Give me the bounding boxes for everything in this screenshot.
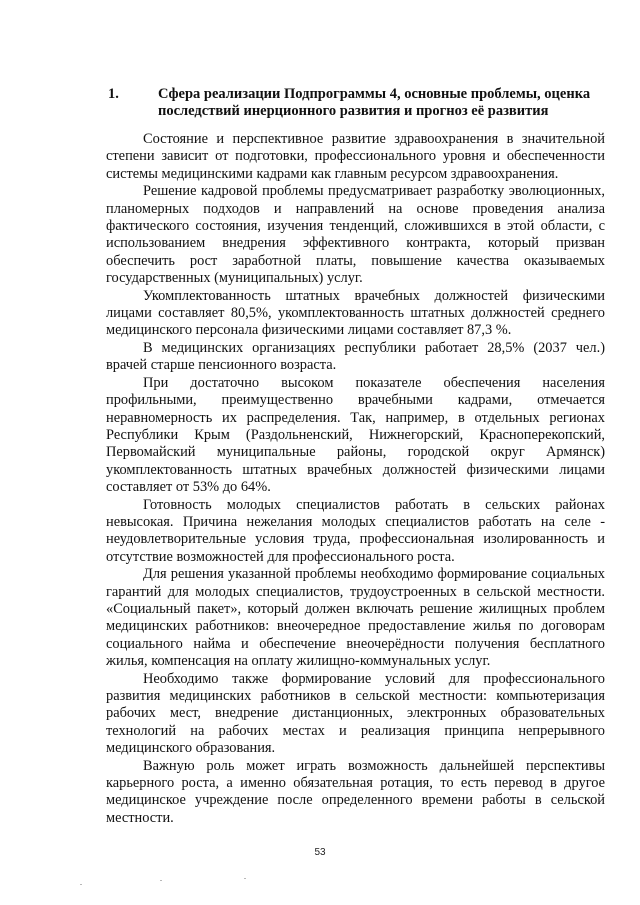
body-text	[106, 131, 605, 827]
paragraph: Готовность молодых специалистов работать в сельских районах невысокая. Причина нежелания молодых специалистов работать на селе - неудовлетворительные условия труда, профессиональная изолированность и отсутствие возможностей для профессионального роста.	[106, 496, 605, 565]
scan-speck	[244, 878, 246, 879]
section-number: 1.	[108, 86, 119, 102]
paragraph: В медицинских организациях республики работает 28,5% (2037 чел.) врачей старше пенсионного возраста.	[106, 339, 605, 374]
paragraph: Важную роль может играть возможность дальнейшей перспективы карьерного роста, а именно обязательная ротация, то есть перевод в другое медицинское учреждение после определенного времени работы в сельской местности.	[106, 757, 605, 826]
paragraph: Для решения указанной проблемы необходимо формирование социальных гарантий для молодых специалистов, трудоустроенных в сельской местности. «Социальный пакет», который должен включать решение жилищных проблем медицинских работников: внеочередное предоставление жилья по договорам социального найма и обеспечение внеочерёдности получения бесплатного жилья, компенсация на оплату жилищно-коммунальных услуг.	[106, 566, 605, 670]
page-number: 53	[314, 847, 326, 858]
section-title: Сфера реализации Подпрограммы 4, основные проблемы, оценка последствий инерционного развития и прогноз её развития	[158, 86, 591, 119]
paragraph: Решение кадровой проблемы предусматривает разработку эволюционных, планомерных подходов и направлений на основе проведения анализа фактического состояния, изучения тенденций, сложившихся в этой области, с использованием внедрения эффективного контракта, который призван обеспечить рост заработной платы, повышение качества оказываемых государственных (муниципальных) услуг.	[106, 183, 605, 287]
paragraph: При достаточно высоком показателе обеспечения населения профильными, преимущественно врачебными кадрами, отмечается неравномерность их распределения. Так, например, в отдельных регионах Республики Крым (Раздольненский, Нижнегорский, Красноперекопский, Первомайский муниципальные районы, городской округ Армянск) укомплектованность штатных врачебных должностей физическими лицами составляет от 53% до 64%.	[106, 374, 605, 496]
paragraph: Укомплектованность штатных врачебных должностей физическими лицами составляет 80,5%, укомплектованность штатных должностей среднего медицинского персонала физическими лицами составляет 87,3 %.	[106, 287, 605, 339]
scan-speck	[80, 884, 82, 885]
scan-speck	[160, 880, 162, 881]
paragraph: Необходимо также формирование условий для профессионального развития медицинских работников в сельской местности: компьютеризация рабочих мест, внедрение дистанционных, электронных образовательных технологий на рабочих местах и реализация принципа непрерывного медицинского образования.	[106, 670, 605, 757]
paragraph: Состояние и перспективное развитие здравоохранения в значительной степени зависит от подготовки, профессионального уровня и обеспеченности системы медицинскими кадрами как главным ресурсом здравоохранения.	[106, 131, 605, 182]
